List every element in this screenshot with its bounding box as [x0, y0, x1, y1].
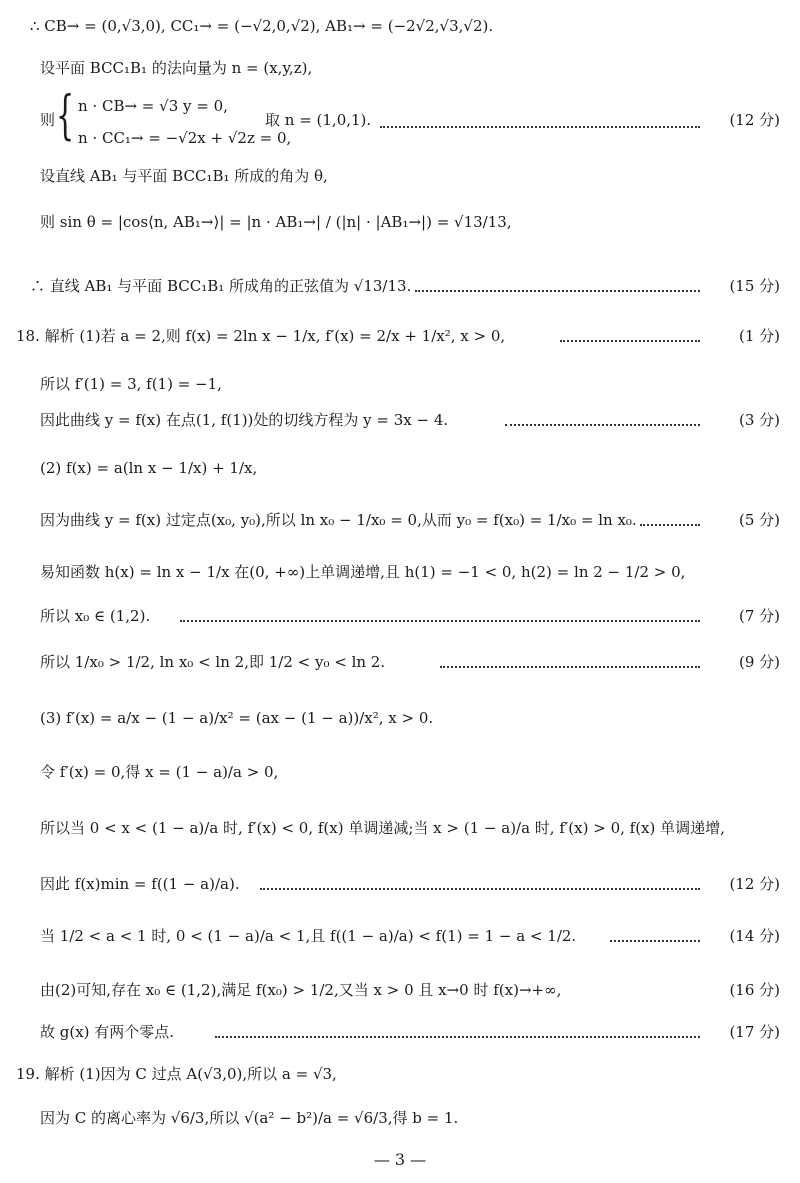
line-9-text: 18. 解析 (1)若 a = 2,则 f(x) = 2ln x − 1/x, f′(x) = 2/x + 1/x², x > 0, [16, 327, 506, 345]
system-eq-2: n · CC₁→ = −√2x + √2z = 0, [78, 129, 292, 147]
line-11-text: 因此曲线 y = f(x) 在点(1, f(1))处的切线方程为 y = 3x − 4. [40, 411, 449, 429]
line-2-text: 设平面 BCC₁B₁ 的法向量为 n = (x,y,z), [40, 59, 313, 77]
leader-dots [640, 524, 700, 526]
leader-dots [560, 340, 700, 342]
left-brace: { [56, 86, 75, 146]
line-10-text: 所以 f′(1) = 3, f(1) = −1, [40, 375, 222, 393]
page-number: — 3 — [373, 1150, 427, 1169]
leader-dots [505, 424, 700, 426]
score-16: (16 分) [729, 981, 780, 999]
score-17: (17 分) [729, 1023, 780, 1041]
score-12b: (12 分) [729, 875, 780, 893]
line-21-text: 当 1/2 < a < 1 时, 0 < (1 − a)/a < 1,且 f((1 − a)/a) < f(1) = 1 − a < 1/2. [40, 927, 577, 945]
line-12-text: (2) f(x) = a(ln x − 1/x) + 1/x, [40, 459, 258, 477]
score-12a: (12 分) [729, 111, 780, 129]
line-1-text: ∴ CB→ = (0,√3,0), CC₁→ = (−√2,0,√2), AB₁→ = (−2√2,√3,√2). [30, 17, 494, 35]
line-18-text: 令 f′(x) = 0,得 x = (1 − a)/a > 0, [40, 763, 279, 781]
line-16-text: 所以 1/x₀ > 1/2, ln x₀ < ln 2,即 1/2 < y₀ < ln 2. [40, 653, 386, 671]
system-tail-text: 取 n = (1,0,1). [265, 111, 372, 129]
score-1: (1 分) [738, 327, 780, 345]
line-22-text: 由(2)可知,存在 x₀ ∈ (1,2),满足 f(x₀) > 1/2,又当 x > 0 且 x→0 时 f(x)→+∞, [40, 981, 562, 999]
line-14-text: 易知函数 h(x) = ln x − 1/x 在(0, +∞)上单调递增,且 h(1) = −1 < 0, h(2) = ln 2 − 1/2 > 0, [40, 563, 686, 581]
line-8-text: ∴ 直线 AB₁ 与平面 BCC₁B₁ 所成角的正弦值为 √13/13. [30, 277, 412, 295]
line-7-text: 则 sin θ = |cos⟨n, AB₁→⟩| = |n · AB₁→| / (|n| · |AB₁→|) = √13/13, [40, 213, 512, 231]
leader-dots [215, 1036, 700, 1038]
system-lead-text: 则 [40, 111, 56, 129]
line-17-text: (3) f′(x) = a/x − (1 − a)/x² = (ax − (1 − a))/x², x > 0. [40, 709, 434, 727]
leader-dots [260, 888, 700, 890]
system-eq-1: n · CB→ = √3 y = 0, [78, 97, 228, 115]
leader-dots [415, 290, 700, 292]
line-15-text: 所以 x₀ ∈ (1,2). [40, 607, 151, 625]
line-24-text: 19. 解析 (1)因为 C 过点 A(√3,0),所以 a = √3, [16, 1065, 337, 1083]
score-7: (7 分) [738, 607, 780, 625]
line-20-text: 因此 f(x)min = f((1 − a)/a). [40, 875, 240, 893]
line-19-text: 所以当 0 < x < (1 − a)/a 时, f′(x) < 0, f(x) 单调递减;当 x > (1 − a)/a 时, f′(x) > 0, f(x) 单调递增, [40, 819, 725, 837]
score-15: (15 分) [729, 277, 780, 295]
score-5: (5 分) [738, 511, 780, 529]
score-14: (14 分) [729, 927, 780, 945]
leader-dots [180, 620, 700, 622]
leader-dots [440, 666, 700, 668]
line-6-text: 设直线 AB₁ 与平面 BCC₁B₁ 所成的角为 θ, [40, 167, 328, 185]
line-25-text: 因为 C 的离心率为 √6/3,所以 √(a² − b²)/a = √6/3,得 b = 1. [40, 1109, 459, 1127]
line-13-text: 因为曲线 y = f(x) 过定点(x₀, y₀),所以 ln x₀ − 1/x₀ = 0,从而 y₀ = f(x₀) = 1/x₀ = ln x₀. [40, 511, 637, 529]
leader-dots [380, 126, 700, 128]
score-9: (9 分) [738, 653, 780, 671]
score-3: (3 分) [738, 411, 780, 429]
line-23-text: 故 g(x) 有两个零点. [40, 1023, 175, 1041]
leader-dots [610, 940, 700, 942]
